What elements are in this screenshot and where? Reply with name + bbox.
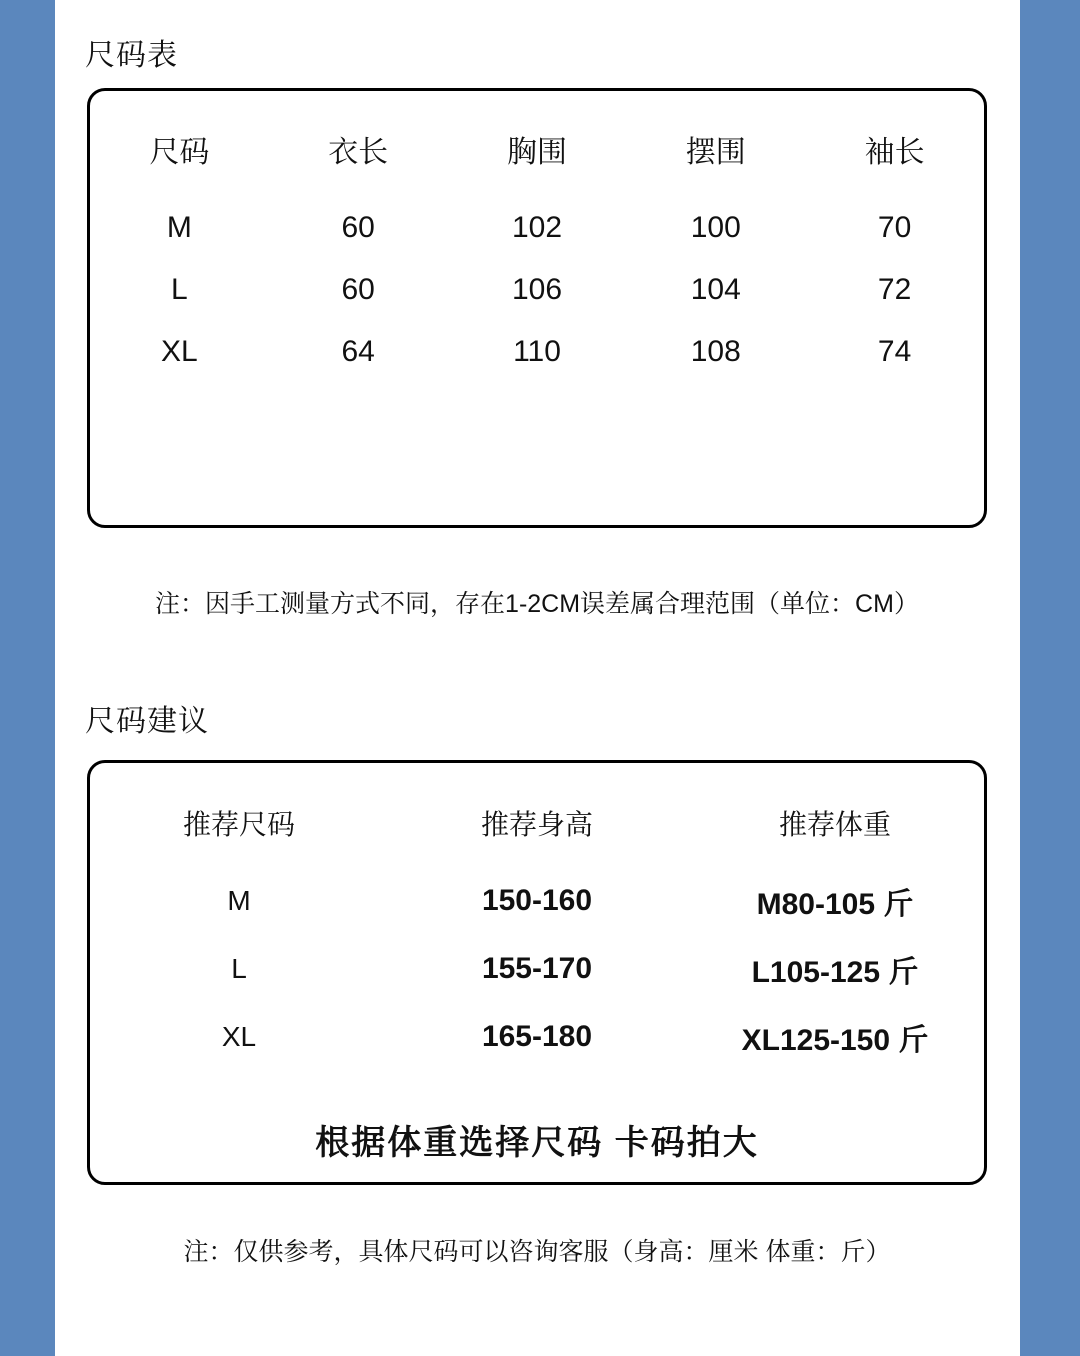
size-chart-header-bust: 胸围 (506, 136, 567, 169)
table-row (90, 1003, 984, 1071)
right-background-strip (1020, 0, 1080, 1356)
size-advice-box (87, 760, 987, 1185)
size-advice-note: 注：仅供参考，具体尺码可以咨询客服（身高：厘米 体重：斤） (183, 1238, 891, 1266)
cell-hem: 104 (690, 273, 741, 306)
size-advice-title: 尺码建议 (85, 705, 209, 738)
cell-recommended-size: M (227, 885, 251, 916)
cell-length: 60 (341, 273, 375, 306)
size-chart-box (87, 88, 987, 528)
size-advice-table (90, 795, 984, 1071)
cell-bust: 106 (511, 273, 563, 306)
size-chart-header-hem: 摆围 (685, 136, 746, 169)
table-row (90, 867, 984, 935)
page-content (55, 0, 1020, 1356)
size-chart-table (90, 119, 984, 383)
table-row (90, 259, 984, 321)
cell-recommended-height: 165-180 (481, 1020, 593, 1053)
cell-size: L (171, 273, 188, 306)
cell-length: 60 (341, 211, 375, 244)
size-chart-header-length: 衣长 (328, 136, 389, 169)
size-chart-title: 尺码表 (85, 39, 178, 72)
cell-sleeve: 72 (877, 273, 912, 306)
cell-size: XL (161, 335, 198, 368)
cell-recommended-height: 150-160 (481, 884, 593, 917)
cell-recommended-height: 155-170 (481, 952, 593, 985)
table-row (90, 197, 984, 259)
cell-size: M (166, 211, 192, 244)
cell-sleeve: 70 (877, 211, 912, 244)
cell-hem: 100 (690, 211, 741, 244)
cell-length: 64 (341, 335, 375, 368)
table-header-row (90, 795, 984, 867)
cell-recommended-weight: XL125-150 斤 (741, 1024, 929, 1057)
cell-bust: 102 (511, 211, 563, 244)
table-header-row (90, 119, 984, 197)
cell-recommended-weight: M80-105 斤 (756, 888, 914, 921)
advice-header-weight: 推荐体重 (778, 809, 891, 840)
cell-sleeve: 74 (877, 335, 912, 368)
cell-recommended-size: L (231, 953, 247, 984)
table-row (90, 935, 984, 1003)
size-chart-note: 注：因手工测量方式不同，存在1-2CM误差属合理范围（单位：CM） (155, 590, 919, 618)
cell-bust: 110 (513, 335, 561, 368)
cell-recommended-size: XL (221, 1021, 257, 1052)
advice-header-size: 推荐尺码 (182, 809, 295, 840)
table-row (90, 321, 984, 383)
left-background-strip (0, 0, 40, 1356)
size-advice-footer: 根据体重选择尺码 卡码拍大 (315, 1124, 759, 1162)
size-chart-header-size: 尺码 (149, 136, 210, 169)
cell-recommended-weight: L105-125 斤 (751, 956, 919, 989)
size-chart-header-sleeve: 袖长 (864, 136, 925, 169)
cell-hem: 108 (690, 335, 741, 368)
advice-header-height: 推荐身高 (480, 809, 593, 840)
